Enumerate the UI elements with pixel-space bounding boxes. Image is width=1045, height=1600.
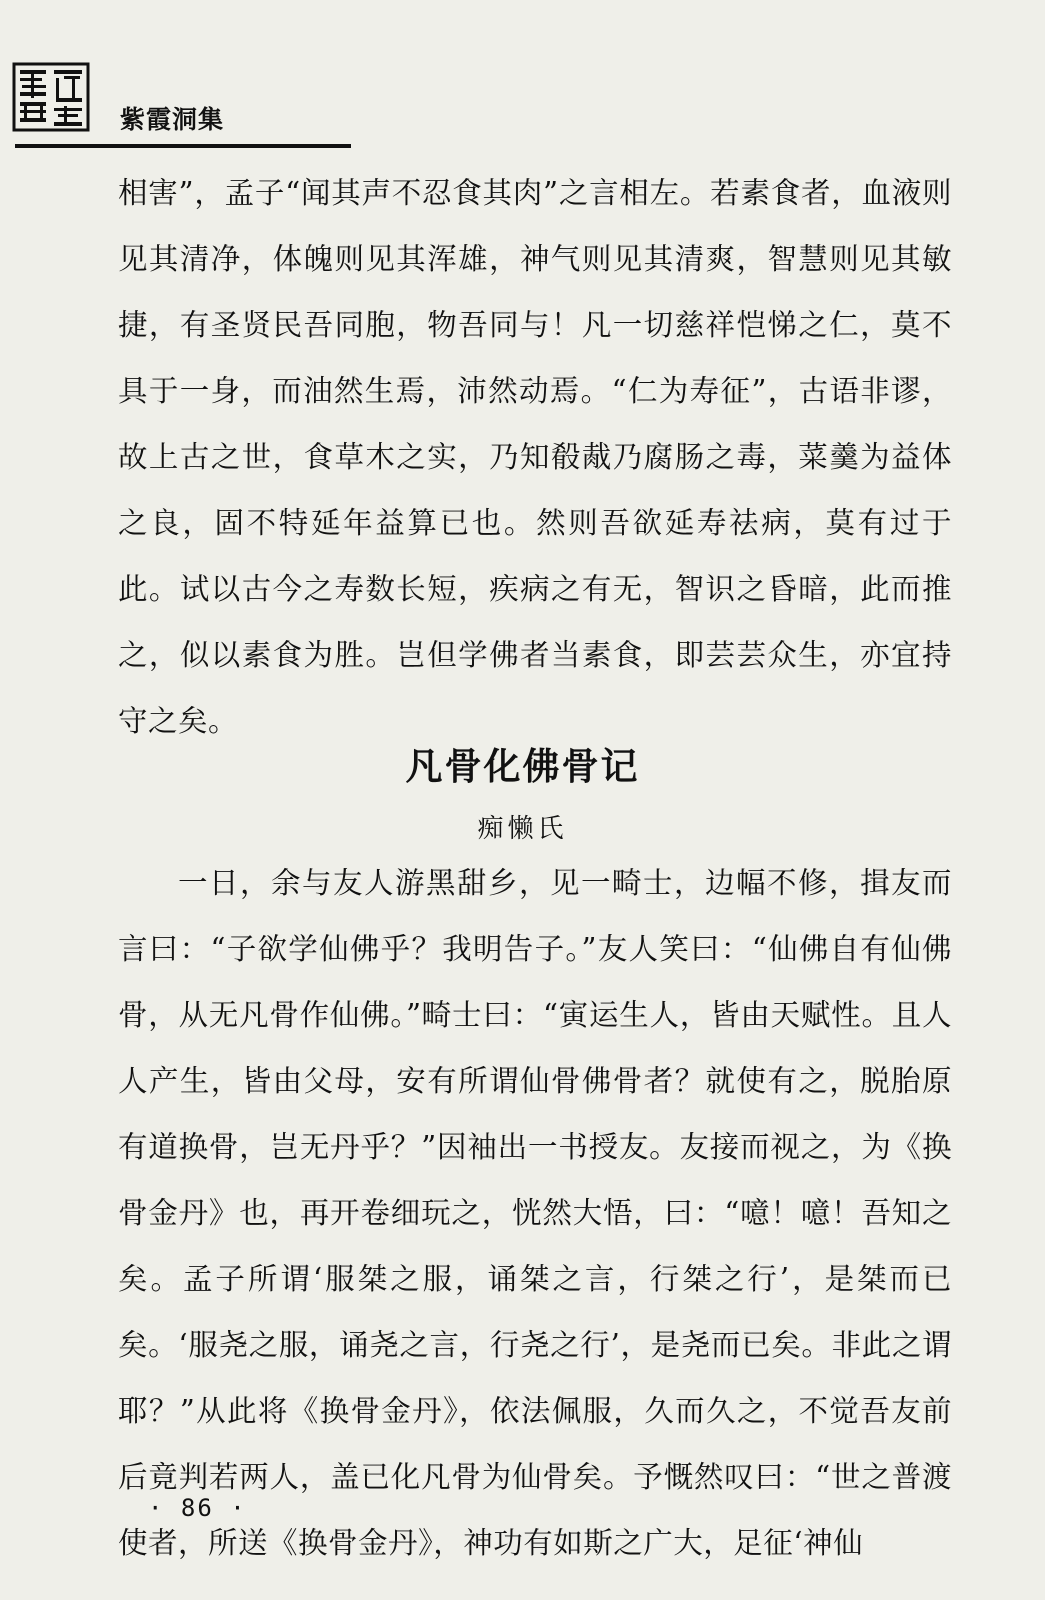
- continued-paragraph: 相害”，孟子“闻其声不忍食其肉”之言相左。若素食者，血液则见其清净，体魄则见其浑雄，神气则见其清爽，智慧则见其敏捷，有圣贤民吾同胞，物吾同与！凡一切慈祥恺悌之仁，莫不具于一身，而油然生焉，沛然动焉。“仁为寿征”，古语非谬，故上古之世，食草木之实，乃知殽胾乃腐肠之毒，菜羹为益体之良，固不特延年益算已也。然则吾欲延寿祛病，莫有过于此。试以古今之寿数长短，疾病之有无，智识之昏暗，此而推之，似以素食为胜。岂但学佛者当素食，即芸芸众生，亦宜持守之矣。: [118, 176, 952, 738]
- running-header-title: 紫霞洞集: [120, 105, 225, 134]
- author-name: 痴懒氏: [477, 814, 568, 844]
- section-title: 凡骨化佛骨记: [405, 745, 640, 788]
- seal-stamp-icon: [12, 62, 90, 132]
- header-rule-divider: [15, 144, 351, 148]
- section-paragraph: 一日，余与友人游黑甜乡，见一畸士，边幅不修，揖友而言曰：“子欲学仙佛乎？我明告子。”友人笑曰：“仙佛自有仙佛骨，从无凡骨作仙佛。”畸士曰：“寅运生人，皆由天赋性。且人人产生，皆由父母，安有所谓仙骨佛骨者？就使有之，脱胎原有道换骨，岂无丹乎？”因袖出一书授友。友接而视之，为《换骨金丹》也，再开卷细玩之，恍然大悟，曰：“噫！噫！吾知之矣。孟子所谓‘服桀之服，诵桀之言，行桀之行’，是桀而已矣。‘服尧之服，诵尧之言，行尧之行’，是尧而已矣。非此之谓耶？”从此将《换骨金丹》，依法佩服，久而久之，不觉吾友前后竟判若两人，盖已化凡骨为仙骨矣。予慨然叹曰：“世之普渡使者，所送《换骨金丹》，神功有如斯之广大，足征‘神仙: [118, 866, 952, 1560]
- page-number: · 86 ·: [148, 1494, 247, 1522]
